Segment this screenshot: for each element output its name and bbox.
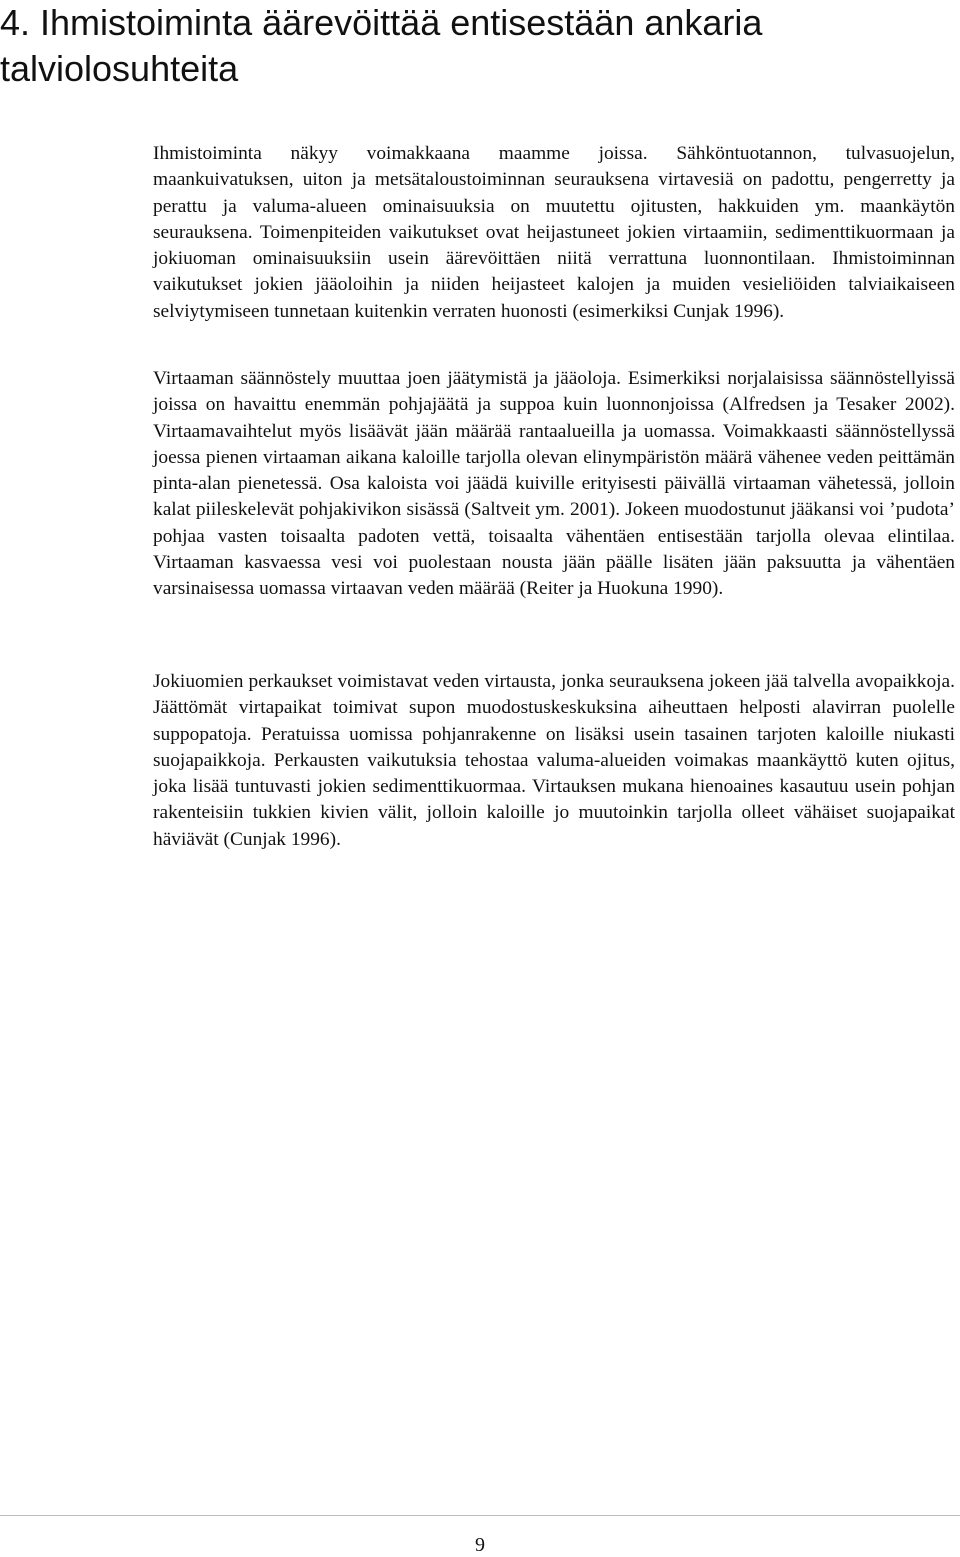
paragraph-3: Jokiuomien perkaukset voimistavat veden virtausta, jonka seurauksena jokeen jää talvella avopaikkoja. Jäättömät virtapaikat toimivat supon muodostuskeskuksina aiheuttaen helposti alavirran puolelle suppopatoja. Peratuissa uomissa pohjanrakenne on lisäksi usein tasainen tarjoten kaloille niukasti suojapaikkoja. Perkausten vaikutuksia tehostaa valuma-alueiden voimakas maankäyttö kuten ojitus, joka lisää tuntuvasti jokien sedimenttikuormaa. Virtauksen mukana hienoaines kasautuu usein pohjan rakenteisiin tukkien kivien välit, jolloin kaloille jo muutoinkin tarjolla olleet vähäiset suojapaikat häviävät (Cunjak 1996). <box>153 671 955 850</box>
footer-divider <box>0 1515 960 1516</box>
paragraph-1: Ihmistoiminta näkyy voimakkaana maamme joissa. Sähköntuotannon, tulvasuojelun, maankuivatuksen, uiton ja metsätaloustoiminnan seurauksena virtavesiä on padottu, pengerretty ja perattu ja valuma-alueen ominaisuuksia on muutettu ojitusten, hakkuiden ym. maankäytön seurauksena. Toimenpiteiden vaikutukset ovat heijastuneet jokien virtaamiin, sedimenttikuormaan ja jokiuoman ominaisuuksiin usein äärevöittäen niitä verrattuna luonnontilaan. Ihmistoiminnan vaikutukset jokien jääoloihin ja niiden heijasteet kalojen ja muiden vesieliöiden talviaikaiseen selviytymiseen tunnetaan kuitenkin verraten huonosti (esimerkiksi Cunjak 1996). <box>153 143 955 322</box>
page-number: 9 <box>475 1534 485 1556</box>
section-heading: 4. Ihmistoiminta äärevöittää entisestään ankaria talviolosuhteita <box>0 2 763 89</box>
paragraph-2: Virtaaman säännöstely muuttaa joen jäätymistä ja jääoloja. Esimerkiksi norjalaisissa säännöstellyissä joissa on havaittu enemmän pohjajäätä ja suppoa kuin luonnonjoissa (Alfredsen ja Tesaker 2002). Virtaamavaihtelut myös lisäävät jään määrää rantaalueilla ja uomassa. Voimakkaasti säännöstellyssä joessa pienen virtaaman aikana kaloille tarjolla olevan elinympäristön määrä vähenee veden peittämän pinta-alan pienetessä. Osa kaloista voi jäädä kuiville erityisesti päivällä virtaaman vähetessä, jolloin kalat piileskelevät pohjakivikon sisässä (Saltveit ym. 2001). Jokeen muodostunut jääkansi voi ’pudota’ pohjaa vasten toisaalta padoten vettä, toisaalta vähentäen entisestään tarjolla olevaa elintilaa. Virtaaman kasvaessa vesi voi puolestaan nousta jään päälle lisäten jään paksuutta ja vähentäen varsinaisessa uomassa virtaavan veden määrää (Reiter ja Huokuna 1990). <box>153 368 955 600</box>
